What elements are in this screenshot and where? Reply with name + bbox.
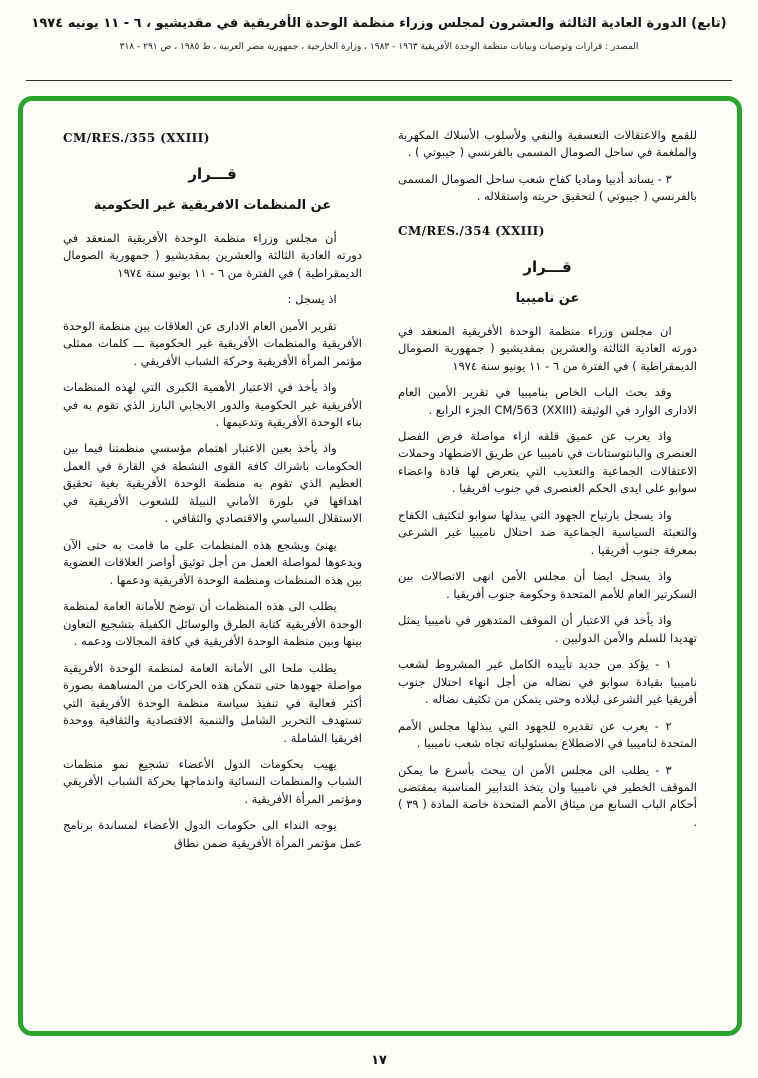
paragraph: اذ يسجل : <box>287 292 337 307</box>
resolution-number: CM/RES./354 (XXIII) <box>398 223 545 238</box>
paragraph: أن مجلس وزراء منظمة الوحدة الأفريقية المنعقد في دورته العادية الثالثة والعشرين بمقديشيو ( جمهورية الصومال الديمقراطية ) في الفترة من ٦ - ١١ يونيو سنة ١٩٧٤ <box>63 230 362 280</box>
paragraph: واذ يأخذ في الاعتبار أن الموقف المتدهور في ناميبيا يمثل تهديدا للسلم والأمن الدوليين . <box>398 613 697 645</box>
paragraph: واذ يأخذ في الاعتبار الأهمية الكبرى التي لهذه المنظمات الأفريقية غير الحكومية والدور الايجابي البارز الذي تقوم به في بناء الوحدة الأفريقية وتدعيمها . <box>63 380 362 429</box>
paragraph: واذ يعرب عن عميق قلقه ازاء مواصلة فرض الفصل العنصرى والبانتوستانات في ناميبيا عن طريق الاضطهاد وحملات الاعتقالات الجماعية والتعذيب التي يتعرض لها قادة واعضاء سوابو على ايدى الحكم العنصرى في جنوب افريقيا . <box>398 429 697 496</box>
paragraph: ١ - يؤكد من جديد تأييده الكامل غير المشروط لشعب ناميبيا بقيادة سوابو في نضاله من أجل انهاء احتلال جنوب أفريقيا غير الشرعى لبلاده وحتى يتمكن من تكثيف نضاله . <box>398 657 697 707</box>
resolution-subtitle: عن ناميبيا <box>515 290 580 306</box>
resolution-subtitle: عن المنظمات الافريقية غير الحكومية <box>93 198 332 214</box>
paragraph: يهيب بحكومات الدول الأعضاء تشجيع نمو منظمات الشباب والمنظمات النسائية واندماجها بحركة الشباب الأفريقي ومؤتمر المرأة الأفريقية . <box>63 756 362 806</box>
paragraph: يطلب الى هذه المنظمات أن توضح للأمانة العامة لمنظمة الوحدة الأفريقية كتابة الطرق والوسائل الكفيلة بتشجيع التعاون بينها وبين منظمة الوحدة الأفريقية في كافة المجالات ودعمه . <box>63 599 362 649</box>
page-header <box>0 16 758 52</box>
paragraph: تقرير الأمين العام الادارى عن العلاقات بين منظمة الوحدة الأفريقية والمنظمات الأفريقية غير الحكومية ـــ كلمات ممثلى مؤتمر المرأة الأفريقية وحركة الشباب الأفريقي . <box>63 318 362 368</box>
header-divider <box>26 80 732 81</box>
paragraph: ٣ - يساند أدبيا وماديا كفاح شعب ساحل الصومال المسمى بالفرنسي ( جيبوتي ) لتحقيق حريته واستقلاله . <box>398 171 697 204</box>
paragraph: واذ يسجل بارتياح الجهود التي يبذلها سوابو لتكثيف الكفاح والتعبئة السياسية الجماعية ضد احتلال ناميبيا غير الشرعى بمعرفة جنوب أفريقيا . <box>398 507 697 557</box>
paragraph: يطلب ملحا الى الأمانة العامة لمنظمة الوحدة الأفريقية مواصلة جهودها حتى تتمكن هذه الحركات من المساهمة بصورة أكثر فعالية في تنفيذ سياسة منظمة الوحدة الأفريقية التي تستهدف التحرير الشامل والتنمية الاقتصادية والثقافية ووحدة افريقيا الشاملة . <box>63 660 362 745</box>
paragraph: ان مجلس وزراء منظمة الوحدة الأفريقية المنعقد في دورته العادية الثالثة والعشرين بمقديشيو ( جمهورية الصومال الديمقراطية ) في الفترة من ٦ - ١١ يونيو سنة ١٩٧٤ <box>398 323 697 373</box>
resolution-title: قـــرار <box>523 258 572 277</box>
paragraph: ٢ - يعرب عن تقديره للجهود التي يبذلها مجلس الأمم المتحدة لناميبيا في الاضطلاع بمسئولياته تجاه شعب ناميبيا . <box>398 718 697 751</box>
resolution-number: CM/RES./355 (XXIII) <box>63 131 210 145</box>
paragraph: يهنئ ويشجع هذه المنظمات على ما قامت به حتى الآن ويدعوها لمواصلة العمل من أجل توثيق أواصر العلاقات العضوية بين هذه المنظمات ومنظمة الوحدة الأفريقية ودعمها . <box>63 537 362 587</box>
paragraph: واذ يأخذ بعين الاعتبار اهتمام مؤسسي منظمتنا فيما بين الحكومات باشراك كافة القوى النشطة في القارة في العمل العظيم الذي تقوم به منظمة الوحدة الأفريقية بغية تحقيق اهدافها في بلورة الأماني النبيلة للشعوب الأفريقية في الاستقلال السياسي والاقتصادي والثقافي . <box>63 441 362 526</box>
left-column <box>63 127 362 1013</box>
right-column <box>398 127 697 1013</box>
paragraph: واذ يسجل ايضا أن مجلس الأمن انهى الاتصالات بين السكرتير العام للأمم المتحدة وحكومة جنوب أفريقيا . <box>398 569 697 601</box>
resolution-title: قـــرار <box>188 165 237 184</box>
session-title: (تابع) الدورة العادية الثالثة والعشرون لمجلس وزراء منظمة الوحدة الأفريقية في مقديشيو ، ٦ - ١١ يونيه ١٩٧٤ <box>31 16 727 31</box>
document-body <box>23 101 737 1031</box>
source-citation: المصدر : قرارات وتوصيات وبيانات منظمة الوحدة الأفريقية ١٩٦٣ - ١٩٨٣ ، وزارة الخارجية ، جمهورية مصر العربية ، ط ١٩٨٥ ، ص ٢٩١ - ٣١٨ <box>119 42 639 52</box>
paragraph: ٣ - يطلب الى مجلس الأمن ان يبحث بأسرع ما يمكن الموقف الخطير في ناميبيا وان يتخذ التدابير المناسبة بمقتضى أحكام الباب السابع من ميثاق الأمم المتحدة خاصة المادة ( ٣٩ ) . <box>398 762 697 829</box>
paragraph: يوجه النداء الى حكومات الدول الأعضاء لمساندة برنامج عمل مؤتمر المرأة الأفريقية ضمن نطاق <box>63 818 362 850</box>
content-border-box <box>18 96 742 1036</box>
page-number: ١٧ <box>371 1053 387 1068</box>
paragraph: وقد بحث الباب الخاص بناميبيا في تقرير الأمين العام الادارى الوارد في الوثيقة CM/563 (XXIII) الجزء الرابع . <box>398 385 697 417</box>
paragraph: للقمع والاعتقالات التعسفية والنفي ولأسلوب الأسلاك المكهربة والملغمة في ساحل الصومال المسمى بالفرنسي ( جيبوتي ) . <box>398 128 697 160</box>
